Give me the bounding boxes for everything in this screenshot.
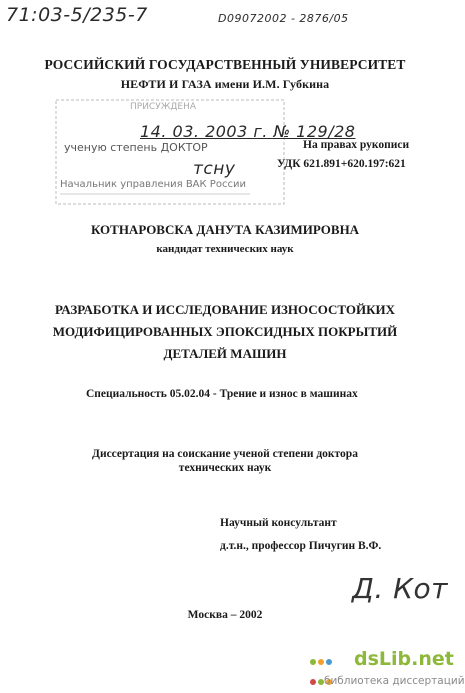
watermark-tagline: библиотека диссертаций [324,675,465,687]
university-name-line1: РОССИЙСКИЙ ГОСУДАРСТВЕННЫЙ УНИВЕРСИТЕТ [44,57,406,72]
handwritten-stamp-date: 14. 03. 2003 г. № 129/28 [140,122,356,141]
stamp-line-degree: ученую степень ДОКТОР [64,141,208,154]
stamp-line-head: Начальник управления ВАК России [60,179,246,190]
handwritten-catalog-number: 71:03-5/235-7 [6,4,148,26]
handwritten-signature: Д. Кот [352,572,448,605]
watermark [310,648,465,693]
handwritten-registry-number: D09072002 - 2876/05 [218,12,349,25]
specialty-line: Специальность 05.02.04 - Трение и износ в машинах [86,388,358,400]
author-name: КОТНАРОВСКА ДАНУТА КАЗИМИРОВНА [90,222,360,237]
advisor-name: д.т.н., профессор Пичугин В.Ф. [220,540,382,552]
university-name-line2: НЕФТИ И ГАЗА имени И.М. Губкина [120,77,330,91]
thesis-title-line-1: РАЗРАБОТКА И ИССЛЕДОВАНИЕ ИЗНОСОСТОЙКИХ [55,302,395,317]
udk-code: УДК 621.891+620.197:621 [277,158,406,170]
city-year: Москва – 2002 [187,609,263,621]
thesis-title-line-3: ДЕТАЛЕЙ МАШИН [163,346,287,361]
advisor-label: Научный консультант [220,517,337,529]
dissertation-line-1: Диссертация на соискание ученой степени доктора [92,448,358,460]
watermark-brand: dsLib.net [354,648,454,670]
dissertation-line-2: технических наук [178,462,272,474]
vak-stamp [50,96,290,208]
stamp-line-awarded: ПРИСУЖДЕНА [130,102,197,112]
manuscript-rights-label: На правах рукописи [303,139,410,151]
thesis-title-line-2: МОДИФИЦИРОВАННЫХ ЭПОКСИДНЫХ ПОКРЫТИЙ [52,324,398,339]
author-degree: кандидат технических наук [156,243,294,255]
thesis-title [0,299,450,365]
handwritten-stamp-word: тсну [193,159,236,179]
